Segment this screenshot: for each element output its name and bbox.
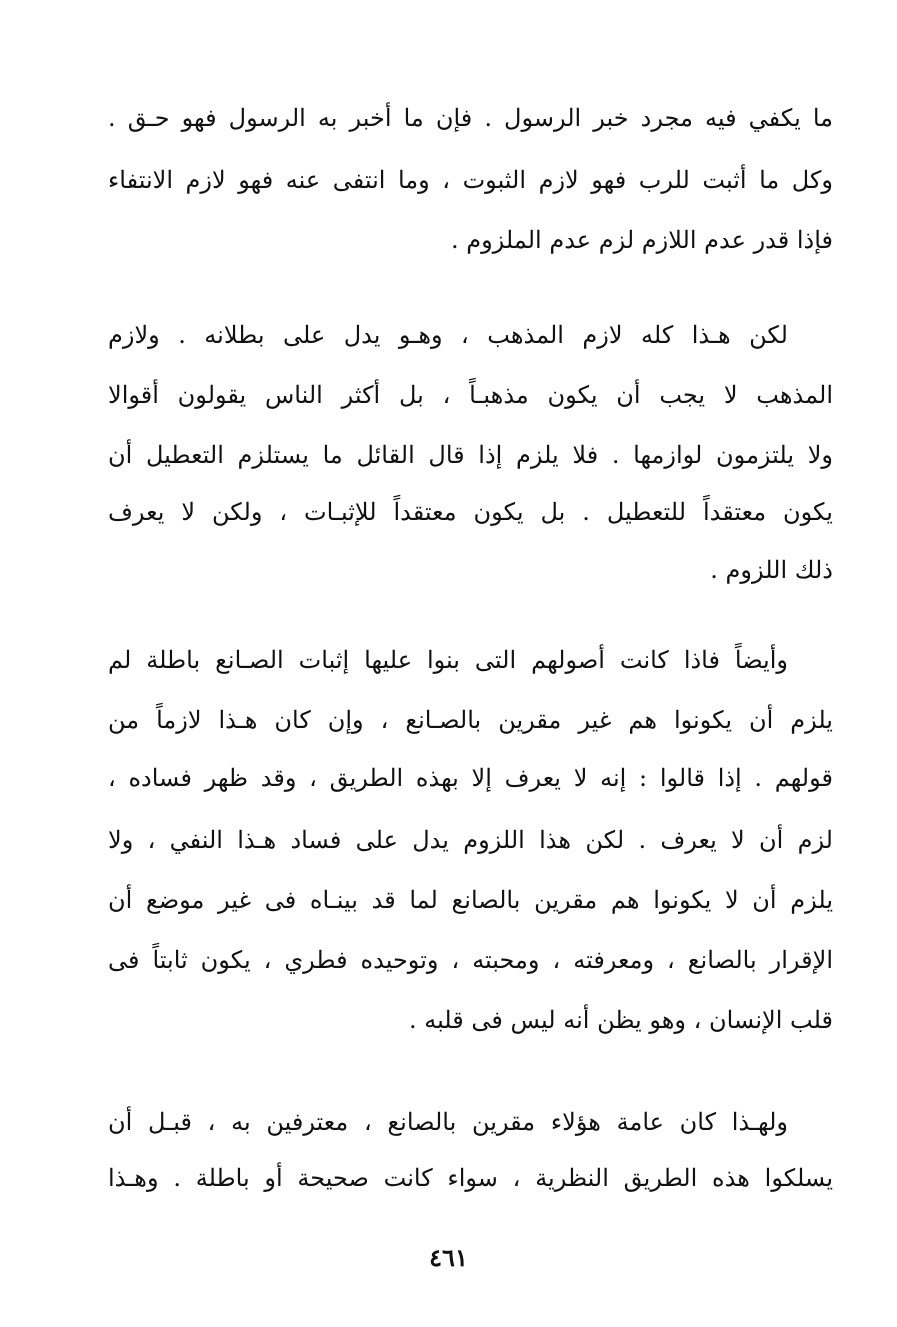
text-line: وكل ما أثبت للرب فهو لازم الثبوت ، وما انتفى عنه فهو لازم الانتفاء [108, 166, 833, 194]
text-line: قلب الإنسان ، وهو يظن أنه ليس فى قلبه . [408, 1006, 833, 1034]
text-line: المذهب لا يجب أن يكون مذهبـاً ، بل أكثر الناس يقولون أقوالا [108, 381, 833, 409]
text-line: يلزم أن لا يكونوا هم مقرين بالصانع لما قد بينـاه فى غير موضع أن [108, 886, 833, 914]
text-line: قولهم . إذا قالوا : إنه لا يعرف إلا بهذه الطريق ، وقد ظهر فساده ، [108, 764, 833, 792]
text-line: لزم أن لا يعرف . لكن هذا اللزوم يدل على فساد هـذا النفي ، ولا [108, 826, 833, 854]
text-line: يكون معتقداً للتعطيل . بل يكون معتقداً للإثبـات ، ولكن لا يعرف [108, 498, 833, 526]
text-line: يلزم أن يكونوا هم غير مقرين بالصـانع ، وإن كان هـذا لازماً من [108, 706, 833, 734]
text-line: لكن هـذا كله لازم المذهب ، وهـو يدل على بطلانه . ولازم [108, 321, 788, 349]
page-number: ٤٦١ [429, 1243, 468, 1272]
text-line: ذلك اللزوم . [710, 556, 833, 584]
text-line: ما يكفي فيه مجرد خبر الرسول . فإن ما أخبر به الرسول فهو حـق . [108, 104, 833, 132]
text-line: ولهـذا كان عامة هؤلاء مقرين بالصانع ، معترفين به ، قبـل أن [108, 1108, 788, 1136]
text-line: وأيضاً فاذا كانت أصولهم التى بنوا عليها إثبات الصـانع باطلة لم [108, 646, 788, 674]
text-line: الإقرار بالصانع ، ومعرفته ، ومحبته ، وتوحيده فطري ، يكون ثابتاً فى [108, 946, 833, 974]
text-line: يسلكوا هذه الطريق النظرية ، سواء كانت صحيحة أو باطلة . وهـذا [108, 1164, 833, 1192]
text-line: فإذا قدر عدم اللازم لزم عدم الملزوم . [450, 226, 833, 254]
text-line: ولا يلتزمون لوازمها . فلا يلزم إذا قال القائل ما يستلزم التعطيل أن [108, 441, 833, 469]
